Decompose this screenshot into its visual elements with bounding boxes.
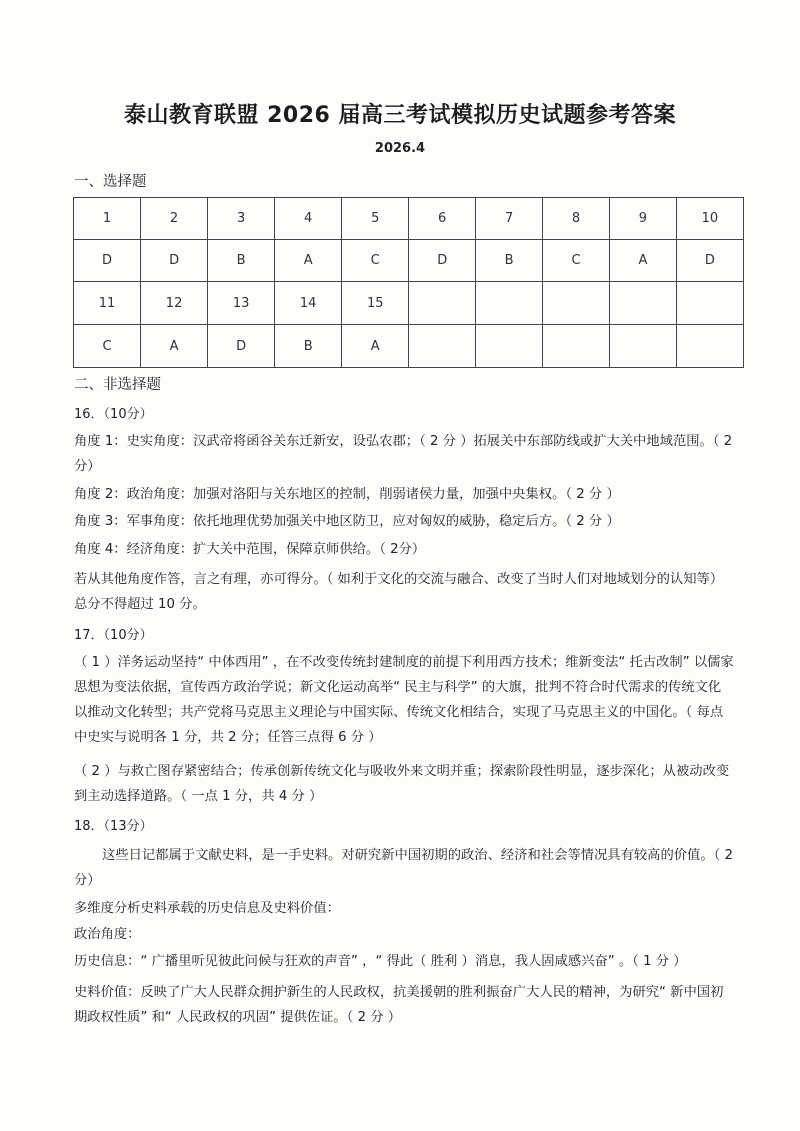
question-number-cell: 13 <box>208 282 275 325</box>
answer-cell: C <box>543 240 610 282</box>
empty-cell <box>543 325 610 368</box>
answer-cell: B <box>275 325 342 368</box>
answer-cell: A <box>609 240 676 282</box>
q18-historical-info: 历史信息：“ 广播里听见彼此问候与狂欢的声音” ，“ 得此（ 胜利 ）消息，我人固咸感兴奋” 。（ 1 分 ） <box>74 954 687 969</box>
answer-cell: D <box>208 325 275 368</box>
question-16-heading: 16．（10分） <box>74 407 153 422</box>
empty-cell <box>609 325 676 368</box>
answer-cell: C <box>342 240 409 282</box>
q18-historical-value: 史料价值：反映了广大人民群众拥护新生的人民政权，抗美援朝的胜利振奋广大人民的精神，为研究“ 新中国初期政权性质” 和“ 人民政权的巩固” 提供佐证。（ 2 分 ） <box>74 985 724 1025</box>
table-row <box>74 282 744 325</box>
answer-table <box>73 197 744 368</box>
question-number-cell: 2 <box>141 198 208 240</box>
empty-cell <box>543 282 610 325</box>
q18-paragraph-1: 这些日记都属于文献史料，是一手史料。对研究新中国初期的政治、经济和社会等情况具有较高的价值。（ 2分） <box>74 848 733 888</box>
section-non-choice-heading: 二、非选择题 <box>74 377 161 393</box>
table-row <box>74 325 744 368</box>
answer-cell: B <box>476 240 543 282</box>
question-number-cell: 14 <box>275 282 342 325</box>
q16-angle-3: 角度 3：军事角度：依托地理优势加强关中地区防卫，应对匈奴的威胁，稳定后方。（ 2 分 ） <box>74 514 620 529</box>
q17-part-1: （ 1 ）洋务运动坚持“ 中体西用” ，在不改变传统封建制度的前提下利用西方技术；维新变法“ 托古改制” 以儒家思想为变法依据，宣传西方政治学说；新文化运动高举“ 民主与科学” 的大旗，批判不符合时代需求的传统文化以推动文化转型；共产党将马克思主义理论与中国实际、传统文化相结合，实现了马克思主义的中国化。（ 每点中史实与说明各 1 分，共 2 分；任答三点得 6 分 ） <box>74 655 734 745</box>
answer-cell: C <box>74 325 141 368</box>
answer-cell: A <box>275 240 342 282</box>
answer-cell: A <box>342 325 409 368</box>
empty-cell <box>676 325 743 368</box>
question-number-cell: 5 <box>342 198 409 240</box>
question-number-cell: 6 <box>409 198 476 240</box>
empty-cell <box>409 282 476 325</box>
empty-cell <box>609 282 676 325</box>
exam-date: 2026.4 <box>374 141 426 156</box>
question-number-cell: 15 <box>342 282 409 325</box>
q18-political-heading: 政治角度： <box>74 927 141 942</box>
table-row <box>74 240 744 282</box>
answer-cell: B <box>208 240 275 282</box>
question-number-cell: 1 <box>74 198 141 240</box>
empty-cell <box>476 282 543 325</box>
question-number-cell: 11 <box>74 282 141 325</box>
empty-cell <box>476 325 543 368</box>
table-row <box>74 198 744 240</box>
question-number-cell: 10 <box>676 198 743 240</box>
question-number-cell: 8 <box>543 198 610 240</box>
empty-cell <box>409 325 476 368</box>
q16-angle-2: 角度 2：政治角度：加强对洛阳与关东地区的控制，削弱诸侯力量，加强中央集权。（ 2 分 ） <box>74 487 620 502</box>
question-number-cell: 9 <box>609 198 676 240</box>
section-multiple-choice-heading: 一、选择题 <box>74 174 147 190</box>
q16-angle-1: 角度 1：史实角度：汉武帝将函谷关东迁新安，设弘农郡；（ 2 分 ）拓展关中东部防线或扩大关中地域范围。（ 2分） <box>74 434 733 474</box>
answer-cell: D <box>74 240 141 282</box>
q16-angle-4: 角度 4：经济角度：扩大关中范围，保障京师供给。（ 2分） <box>74 542 426 557</box>
answer-cell: A <box>141 325 208 368</box>
q16-other-note: 若从其他角度作答，言之有理，亦可得分。（ 如利于文化的交流与融合、改变了当时人们对地域划分的认知等）总分不得超过 10 分。 <box>74 572 724 612</box>
empty-cell <box>676 282 743 325</box>
question-18-heading: 18．（13分） <box>74 819 153 834</box>
q17-part-2: （ 2 ）与救亡图存紧密结合；传承创新传统文化与吸收外来文明并重；探索阶段性明显，逐步深化；从被动改变到主动选择道路。（ 一点 1 分，共 4 分 ） <box>74 764 730 804</box>
page-title: 泰山教育联盟 2026 届高三考试模拟历史试题参考答案 <box>123 103 677 128</box>
question-number-cell: 3 <box>208 198 275 240</box>
question-17-heading: 17．（10分） <box>74 628 153 643</box>
answer-cell: D <box>676 240 743 282</box>
question-number-cell: 7 <box>476 198 543 240</box>
answer-cell: D <box>409 240 476 282</box>
question-number-cell: 12 <box>141 282 208 325</box>
q18-paragraph-2: 多维度分析史料承载的历史信息及史料价值： <box>74 901 340 916</box>
answer-cell: D <box>141 240 208 282</box>
question-number-cell: 4 <box>275 198 342 240</box>
